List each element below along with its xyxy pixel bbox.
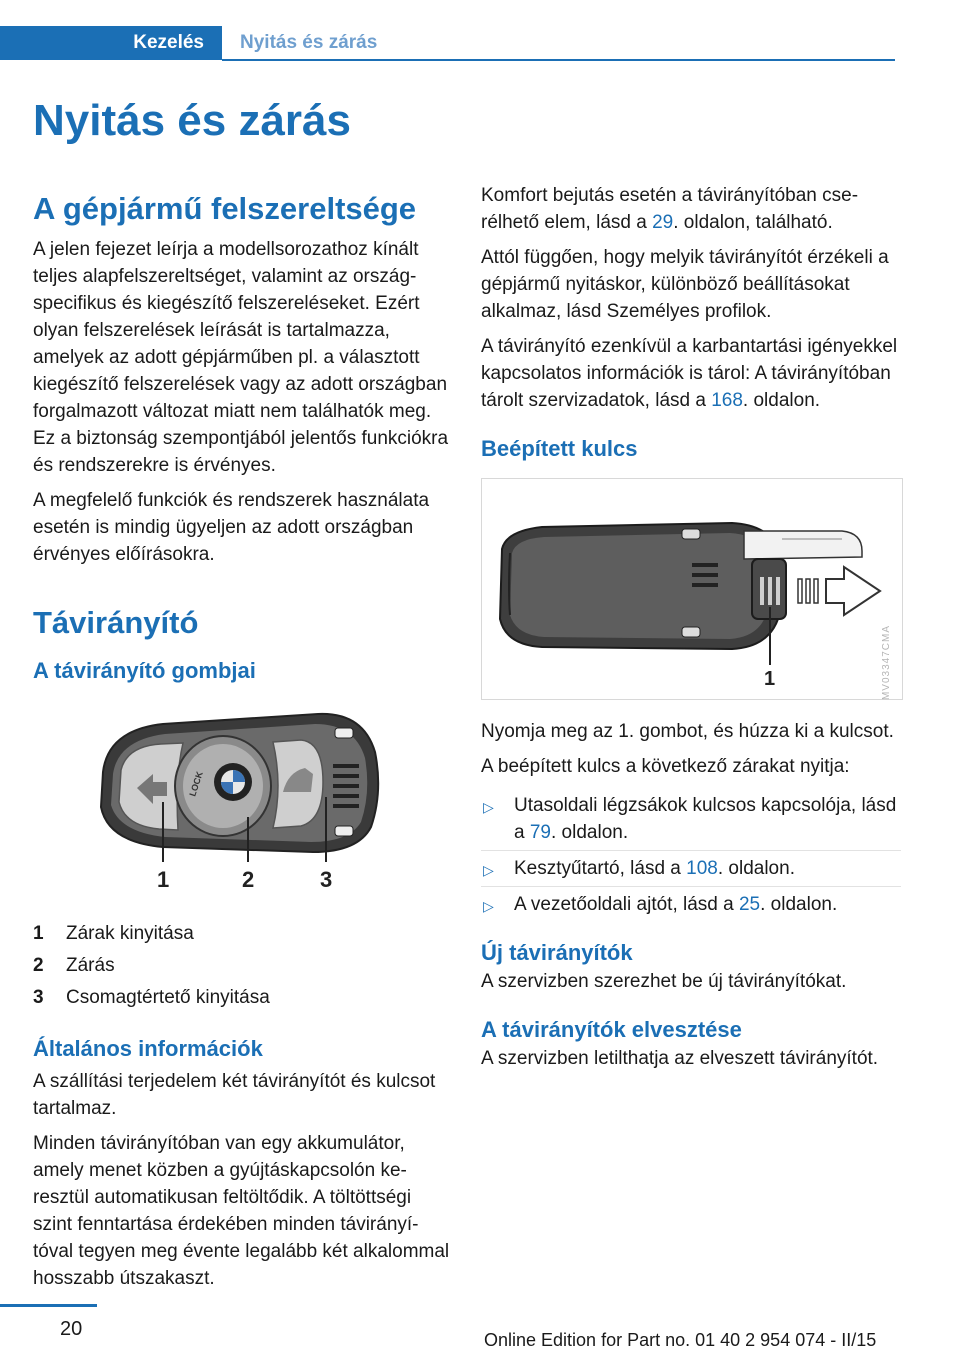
- text: A távirányító ezenkívül a karbantartási igényekkel kapcsolatos információk is tárol: A távirányítóban tárolt szervizadatok, lásd a: [481, 336, 898, 411]
- page-link-108[interactable]: 108: [686, 858, 718, 879]
- page-number: 20: [60, 1318, 83, 1340]
- list-item: [481, 850, 901, 882]
- paragraph-new-remotes: A szervizben szerezhet be új távirányítókat.: [481, 971, 847, 992]
- section-title-new-remotes: Új távirányítók: [481, 940, 633, 965]
- text: . oldalon.: [717, 858, 795, 879]
- page-link-25[interactable]: 25: [738, 894, 761, 915]
- remote-key-illustration: [83, 702, 383, 902]
- text: . oldalon.: [551, 822, 629, 843]
- subsection-title-remote-buttons: A távirányító gombjai: [33, 658, 256, 683]
- paragraph-equipment-2: A megfelelő funkciók és rendszerek használata esetén is mindig ügyeljen az adott országban érvényes előírásokra.: [33, 490, 430, 565]
- section-title-integrated-key: Beépített kulcs: [481, 436, 638, 461]
- section-title-general-info: Általános információk: [33, 1036, 263, 1061]
- callout-2: 2: [242, 867, 255, 892]
- remote-key-figure: [83, 702, 383, 902]
- legend-text: Csomagtértető kinyitása: [66, 987, 270, 1008]
- integrated-key-illustration: [482, 479, 902, 699]
- paragraph-comfort-access: [481, 182, 901, 236]
- page-link-168[interactable]: 168: [711, 390, 743, 411]
- text: Utasoldali légzsákok kulcsos kapcsolója, lásd a: [514, 795, 897, 843]
- header-tabs: [0, 26, 895, 62]
- text: . oldalon.: [742, 390, 821, 411]
- legend-text: Zárak kinyitása: [66, 923, 194, 944]
- triangle-bullet-icon: ▷: [483, 898, 494, 914]
- left-column: [33, 180, 451, 1300]
- right-column: [481, 182, 901, 1080]
- text: . oldalon, található.: [673, 212, 833, 233]
- triangle-bullet-icon: ▷: [483, 862, 494, 878]
- section-title-remote: Távirányító: [33, 605, 199, 640]
- key-lock-list: [481, 788, 901, 918]
- paragraph-general-2: Minden távirányítóban van egy akkumulátor, amely menet közben a gyújtáskapcsolón keresztül automatikusan feltöltődik. A töltöttségi szint fenntartása érdekében minden távirányítóval tegyen meg évente legalább két alkalommal hosszabb útszakaszt.: [33, 1133, 450, 1289]
- paragraph-service-data: [481, 333, 901, 414]
- paragraph-key-opens: A beépített kulcs a következő zárakat nyitja:: [481, 756, 850, 777]
- page-link-79[interactable]: 79: [529, 822, 551, 843]
- button-legend: [33, 918, 451, 1014]
- text: Komfort bejutás esetén a távirányítóban cserélhető elem, lásd a: [481, 185, 859, 233]
- triangle-bullet-icon: ▷: [483, 799, 494, 815]
- paragraph-key-step: Nyomja meg az 1. gombot, és húzza ki a kulcsot.: [481, 721, 894, 742]
- legend-number: 2: [33, 955, 44, 976]
- text: Kesztyűtartó, lásd a: [514, 858, 687, 879]
- legend-item: [33, 982, 451, 1014]
- callout-1: 1: [764, 668, 776, 690]
- legend-number: 1: [33, 923, 44, 944]
- legend-item: [33, 950, 451, 982]
- paragraph-equipment-1: A jelen fejezet leírja a modellsorozathoz kínált teljes alapfelszereltséget, valamint az országspecifikus és kiegészítő felszereléseket. Ezért olyan felszerelések leírását is tartalmazza, amelyek az adott gépjárműben pl. a választott kiegészítő felszerelések vagy az adott országban forgalmazott változat miatt nem találhatók meg. Ez a biztonság szempontjából jelentős funkciókra és rendszerekre is érvényes.: [33, 239, 449, 476]
- header-rule: [222, 59, 895, 61]
- list-item: [481, 788, 901, 846]
- page-title: Nyitás és zárás: [33, 96, 351, 145]
- lock-label: LOCK: [187, 770, 205, 798]
- figure-code: MV03347CMA: [881, 625, 892, 701]
- legend-item: [33, 918, 451, 950]
- tab-kezeles[interactable]: Kezelés: [0, 26, 222, 60]
- callout-1: 1: [157, 867, 170, 892]
- paragraph-general-1: A szállítási terjedelem két távirányítót és kulcsot tartalmaz.: [33, 1071, 436, 1119]
- section-title-lost-remotes: A távirányítók elvesztése: [481, 1017, 742, 1042]
- legend-number: 3: [33, 987, 44, 1008]
- legend-text: Zárás: [66, 955, 115, 976]
- text: . oldalon.: [760, 894, 838, 915]
- callout-3: 3: [320, 867, 333, 892]
- integrated-key-figure: [481, 478, 903, 700]
- tab-nyitas-es-zaras[interactable]: Nyitás és zárás: [240, 32, 378, 53]
- page-link-29[interactable]: 29: [652, 212, 674, 233]
- list-item: [481, 886, 901, 918]
- text: A vezetőoldali ajtót, lásd a: [514, 894, 739, 915]
- section-title-vehicle-equipment: A gépjármű felszereltsége: [33, 191, 417, 226]
- edition-note: Online Edition for Part no. 01 40 2 954 074 - II/15: [484, 1330, 877, 1350]
- footer-rule: [0, 1304, 97, 1307]
- paragraph-profiles: Attól függően, hogy melyik távirányítót érzékeli a gépjármű nyitáskor, különböző beállításokat alkalmaz, lásd Személyes profilok.: [481, 247, 889, 322]
- paragraph-lost-remotes: A szervizben letilthatja az elveszett távirányítót.: [481, 1048, 879, 1069]
